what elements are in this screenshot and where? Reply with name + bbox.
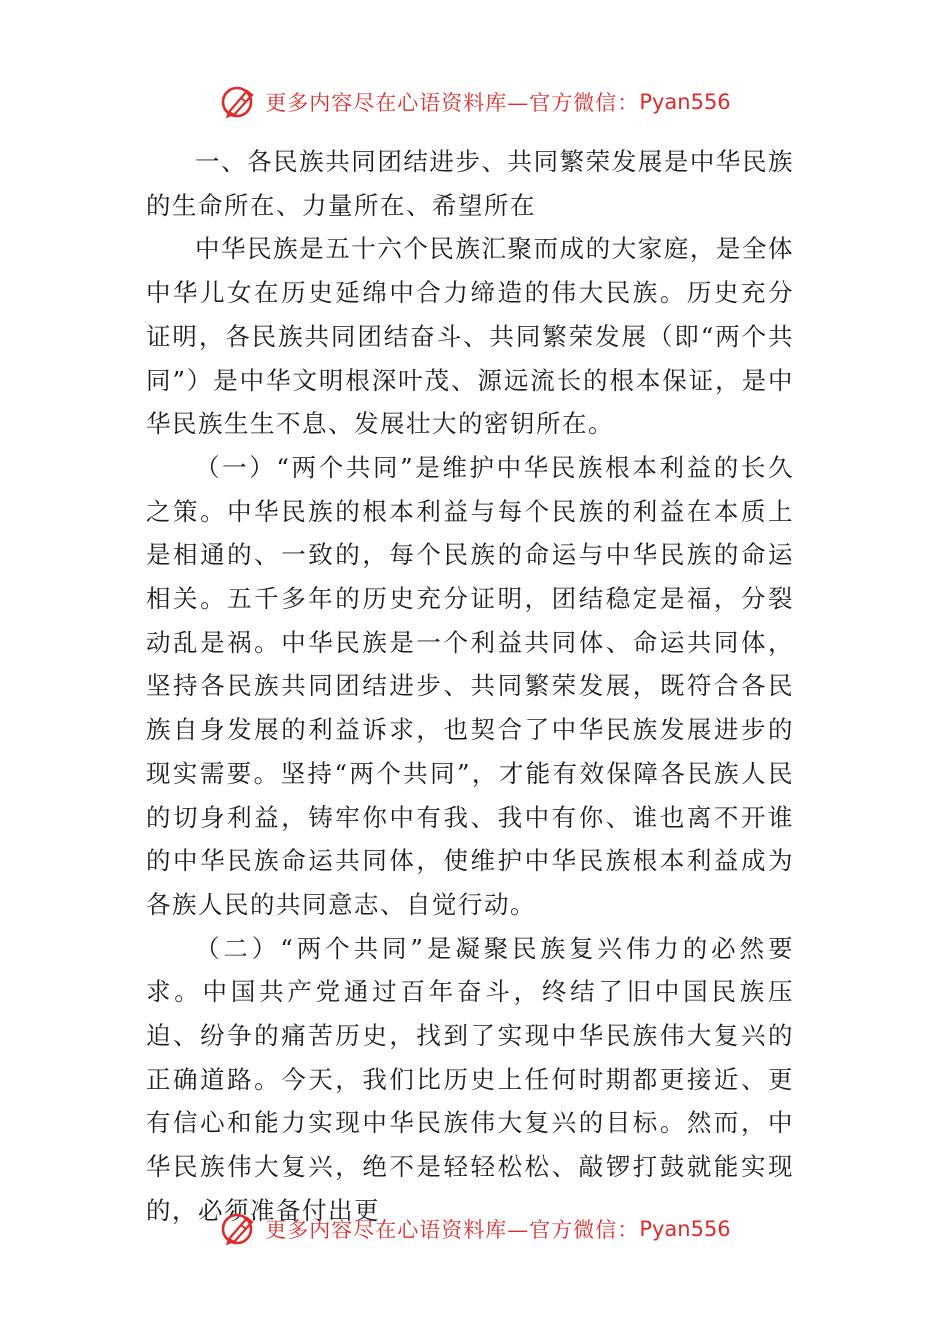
banner-wechat-id: Pyan556 [639,90,731,114]
document-body [146,140,794,1233]
section-heading: 一、各民族共同团结进步、共同繁荣发展是中华民族的生命所在、力量所在、希望所在 [146,147,794,220]
header-banner [0,80,950,124]
footer-banner [0,1207,950,1251]
pen-logo-icon [219,82,259,122]
pen-logo-icon [219,1209,259,1249]
banner-wechat-id: Pyan556 [639,1217,731,1241]
banner-brand-text: 更多内容尽在心语资料库—官方微信： [265,1218,640,1242]
banner-brand-text: 更多内容尽在心语资料库—官方微信： [265,91,640,115]
body-paragraph: 中华民族是五十六个民族汇聚而成的大家庭，是全体中华儿女在历史延绵中合力缔造的伟大民族。历史充分证明，各民族共同团结奋斗、共同繁荣发展（即“两个共同”）是中华文明根深叶茂、源远流长的根本保证，是中华民族生生不息、发展壮大的密钥所在。 [146,234,794,439]
body-paragraph: （二）“两个共同”是凝聚民族复兴伟力的必然要求。中国共产党通过百年奋斗，终结了旧中国民族压迫、纷争的痛苦历史，找到了实现中华民族伟大复兴的正确道路。今天，我们比历史上任何时期都更接近、更有信心和能力实现中华民族伟大复兴的目标。然而，中华民族伟大复兴，绝不是轻轻松松、敲锣打鼓就能实现的，必须准备付出更 [146,933,794,1225]
body-paragraph: （一）“两个共同”是维护中华民族根本利益的长久之策。中华民族的根本利益与每个民族的利益在本质上是相通的、一致的，每个民族的命运与中华民族的命运相关。五千多年的历史充分证明，团结稳定是福，分裂动乱是祸。中华民族是一个利益共同体、命运共同体，坚持各民族共同团结进步、共同繁荣发展，既符合各民族自身发展的利益诉求，也契合了中华民族发展进步的现实需要。坚持“两个共同”，才能有效保障各民族人民的切身利益，铸牢你中有我、我中有你、谁也离不开谁的中华民族命运共同体，使维护中华民族根本利益成为各族人民的共同意志、自觉行动。 [146,452,794,919]
